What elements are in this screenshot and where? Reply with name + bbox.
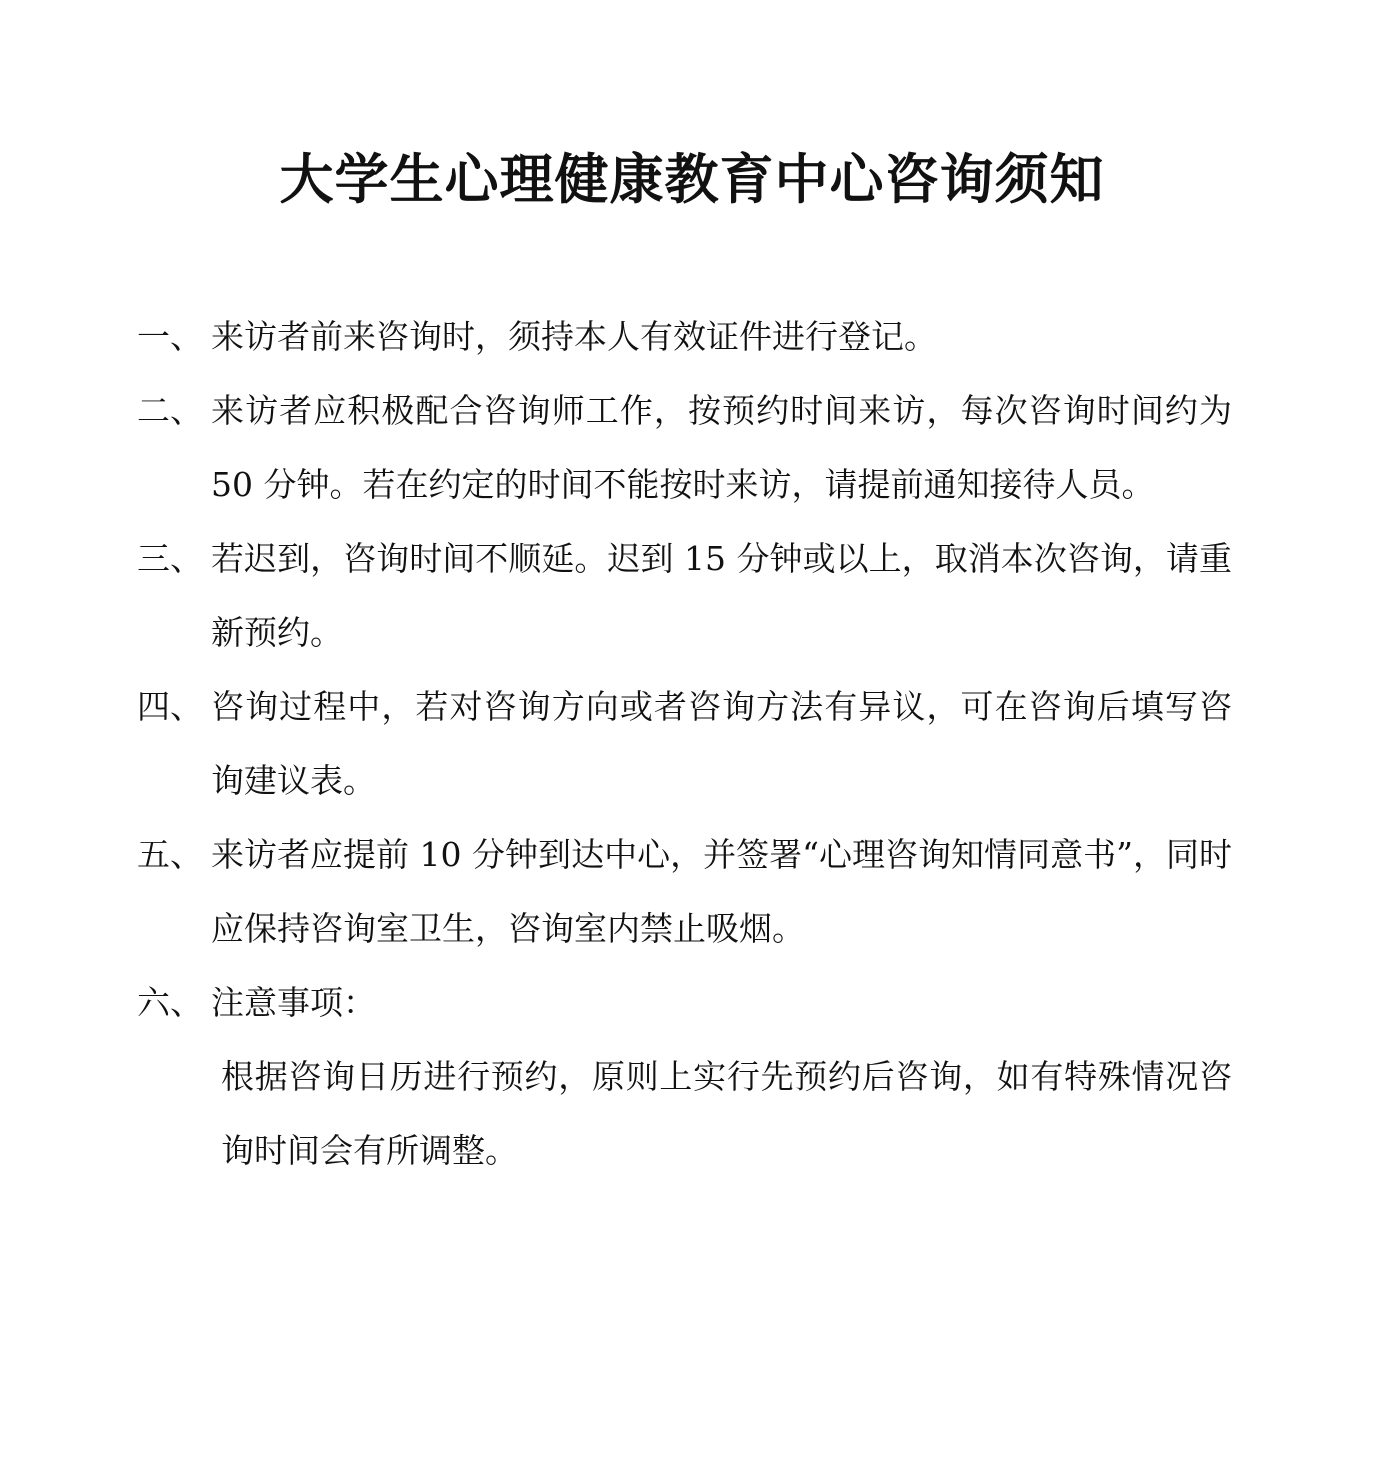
- notice-item-1: [137, 300, 1232, 374]
- notice-item-4: [137, 670, 1232, 818]
- notice-list: [137, 300, 1232, 1188]
- item-number: 一、: [137, 317, 203, 356]
- item-text: 若迟到，咨询时间不顺延。迟到 15 分钟或以上，取消本次咨询，请重新预约。: [211, 539, 1232, 652]
- document-title: 大学生心理健康教育中心咨询须知: [279, 148, 1105, 211]
- item-text: 咨询过程中，若对咨询方向或者咨询方法有异议，可在咨询后填写咨询建议表。: [211, 687, 1232, 800]
- item-number: 六、: [137, 983, 203, 1022]
- item-text: 注意事项：: [211, 983, 376, 1022]
- item-number: 二、: [137, 391, 203, 430]
- notice-item-3: [137, 522, 1232, 670]
- notice-item-6: [137, 966, 1232, 1040]
- item-number: 五、: [137, 835, 203, 874]
- notice-note: 根据咨询日历进行预约，原则上实行先预约后咨询，如有特殊情况咨询时间会有所调整。: [221, 1057, 1232, 1170]
- item-number: 四、: [137, 687, 203, 726]
- notice-item-2: [137, 374, 1232, 522]
- item-number: 三、: [137, 539, 203, 578]
- item-text: 来访者应提前 10 分钟到达中心，并签署“心理咨询知情同意书”，同时应保持咨询室卫生，咨询室内禁止吸烟。: [211, 835, 1232, 948]
- notice-item-5: [137, 818, 1232, 966]
- item-text: 来访者前来咨询时，须持本人有效证件进行登记。: [211, 317, 937, 356]
- item-text: 来访者应积极配合咨询师工作，按预约时间来访，每次咨询时间约为 50 分钟。若在约定的时间不能按时来访，请提前通知接待人员。: [211, 391, 1232, 504]
